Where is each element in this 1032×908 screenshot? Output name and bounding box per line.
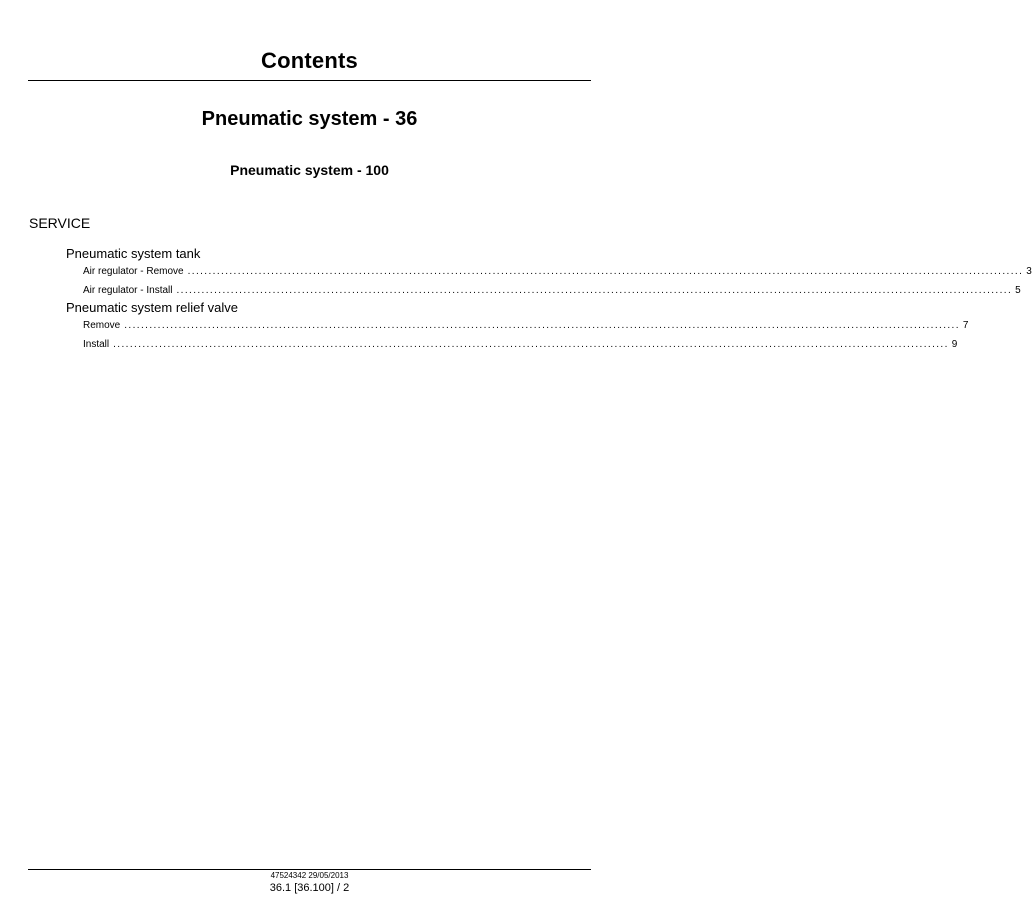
section-title: Pneumatic system - 100 [230, 162, 389, 178]
dot-leader: ........................................................................................................................................................................................................ [176, 285, 1013, 296]
footer-page-reference: 36.1 [36.100] / 2 [269, 882, 350, 894]
toc-group-title: Pneumatic system relief valve [66, 300, 238, 315]
toc-entry-page: 3 [1026, 266, 1032, 277]
category-heading: SERVICE [29, 215, 91, 231]
toc-entry-page: 5 [1015, 285, 1021, 296]
toc-entry-label: Install [83, 339, 110, 350]
dot-leader: ........................................................................................................................................................................................................ [113, 339, 949, 350]
toc-entry-page: 7 [962, 320, 969, 331]
page-title: Contents [261, 48, 358, 73]
toc-entry-label: Air regulator - Install [83, 285, 173, 296]
toc-entry-label: Remove [83, 320, 121, 331]
toc-entry-remove[interactable] [83, 319, 969, 332]
toc-group-pneumatic-system-tank [66, 245, 1032, 297]
footer-divider [28, 869, 591, 870]
dot-leader: ........................................................................................................................................................................................................ [124, 320, 960, 331]
header-divider [28, 80, 591, 81]
footer-document-reference: 47524342 29/05/2013 [270, 871, 349, 880]
chapter-title: Pneumatic system - 36 [201, 108, 418, 130]
toc-entry-air-regulator-install[interactable] [83, 284, 1021, 297]
toc-entry-air-regulator-remove[interactable] [83, 265, 1032, 278]
dot-leader: ........................................................................................................................................................................................................ [187, 266, 1024, 277]
toc-entry-install[interactable] [83, 338, 958, 351]
toc-entry-page: 9 [951, 339, 958, 350]
toc-entry-label: Air regulator - Remove [83, 266, 184, 277]
toc-group-title: Pneumatic system tank [66, 246, 201, 261]
toc-group-pneumatic-system-relief-valve [66, 299, 969, 351]
